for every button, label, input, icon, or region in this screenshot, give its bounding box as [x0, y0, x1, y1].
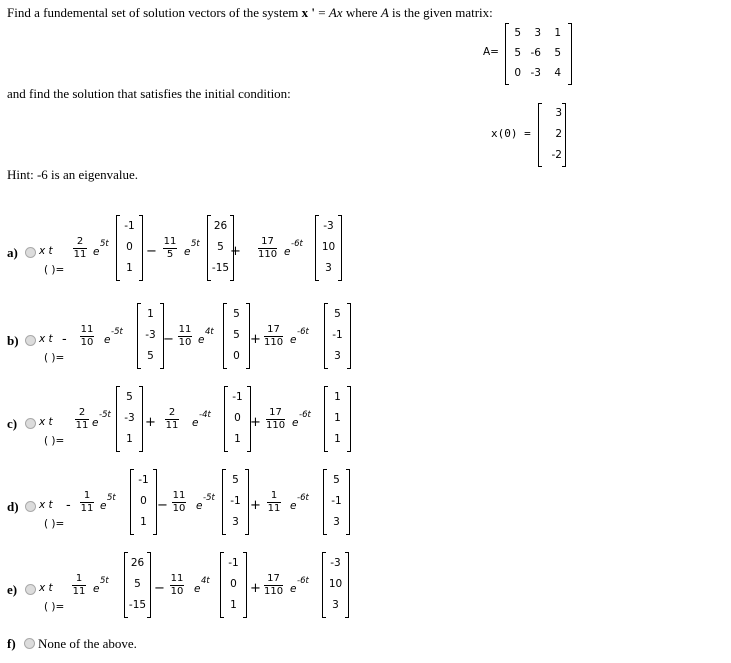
coef-numerator: 2 — [168, 407, 176, 418]
coef-denominator: 10 — [80, 337, 94, 348]
question-line — [7, 5, 493, 21]
vector-cell: 1 — [140, 516, 147, 528]
exp-power: 5t — [100, 239, 109, 249]
term-sign: + — [250, 415, 261, 430]
exp-base: e — [292, 417, 299, 429]
term-sign: − — [154, 581, 165, 596]
coef-denominator: 110 — [264, 337, 284, 348]
vector-cell: 0 — [233, 350, 240, 362]
term-sign: - — [62, 332, 67, 347]
coef-denominator: 5 — [166, 249, 174, 260]
vector-cell: -1 — [228, 557, 239, 569]
vector-cell: 3 — [232, 516, 239, 528]
vector-cell: 0 — [126, 241, 133, 253]
coef-numerator: 2 — [78, 407, 86, 418]
exp-base: e — [93, 246, 100, 258]
coef-denominator: 11 — [72, 586, 86, 597]
option-letter: b) — [7, 333, 19, 348]
matrix-cell: 3 — [534, 27, 541, 39]
exp-base: e — [184, 246, 191, 258]
exp-base: e — [198, 334, 205, 346]
option-radio[interactable] — [25, 247, 36, 258]
equals-sign: = — [315, 5, 329, 20]
exp-base: e — [290, 334, 297, 346]
exp-base: e — [104, 334, 111, 346]
exp-power: -6t — [297, 327, 309, 337]
solution-vector — [324, 386, 351, 450]
coef-denominator: 110 — [266, 420, 286, 431]
term-coefficient — [73, 237, 87, 260]
vector-cell: 0 — [230, 578, 237, 590]
option-xt: x t — [39, 582, 53, 594]
exp-power: -5t — [111, 327, 123, 337]
exp-power: 5t — [100, 576, 109, 586]
term-coefficient — [165, 408, 179, 431]
exp-power: -5t — [99, 410, 111, 420]
term-sign: + — [145, 415, 156, 430]
x-prime: x ' — [301, 5, 315, 20]
exp-base: e — [290, 583, 297, 595]
option-paren-equals: ( )= — [44, 435, 65, 447]
x0-label: x(0) = — [491, 127, 531, 140]
coef-denominator: 11 — [80, 503, 94, 514]
option-xt: x t — [39, 499, 53, 511]
option-paren-equals: ( )= — [44, 518, 65, 530]
vector-cell: -3 — [145, 329, 156, 341]
option-radio[interactable] — [25, 335, 36, 346]
vector-cell: -1 — [331, 495, 342, 507]
coef-denominator: 10 — [170, 586, 184, 597]
option-radio[interactable] — [25, 418, 36, 429]
x0-cell: 2 — [555, 128, 562, 140]
term-sign: − — [163, 332, 174, 347]
vector-cell: -1 — [332, 329, 343, 341]
vector-cell: -15 — [211, 262, 230, 274]
term-coefficient — [72, 574, 86, 597]
coef-denominator: 110 — [264, 586, 284, 597]
vector-cell: -1 — [138, 474, 149, 486]
solution-vector — [124, 552, 151, 616]
option-xt: x t — [39, 416, 53, 428]
x0-cell: -2 — [551, 149, 562, 161]
exp-power: 4t — [205, 327, 214, 337]
question-start: Find a fundemental set of solution vectors of the system — [7, 5, 302, 20]
option-radio[interactable] — [25, 501, 36, 512]
solution-vector — [224, 386, 251, 450]
vector-cell: 1 — [126, 433, 133, 445]
exp-base: e — [284, 246, 291, 258]
term-coefficient — [170, 574, 184, 597]
coef-numerator: 1 — [83, 490, 91, 501]
coef-denominator: 110 — [258, 249, 278, 260]
term-sign: - — [66, 498, 71, 513]
term-coefficient — [172, 491, 186, 514]
option-letter: d) — [7, 499, 19, 514]
matrix-a — [505, 23, 572, 85]
coef-denominator: 11 — [75, 420, 89, 431]
vector-cell: 3 — [333, 516, 340, 528]
term-coefficient — [163, 237, 177, 260]
vector-cell: 5 — [134, 578, 141, 590]
exp-base: e — [93, 583, 100, 595]
coef-numerator: 11 — [172, 490, 186, 501]
coef-denominator: 11 — [165, 420, 179, 431]
coef-numerator: 17 — [267, 573, 280, 584]
coef-numerator: 1 — [75, 573, 83, 584]
term-sign: + — [250, 498, 261, 513]
vector-cell: 1 — [230, 599, 237, 611]
vector-cell: 0 — [140, 495, 147, 507]
vector-cell: 10 — [328, 578, 343, 590]
term-sign: + — [230, 244, 241, 259]
matrix-cell: 5 — [514, 47, 521, 59]
term-sign: − — [157, 498, 168, 513]
coef-numerator: 17 — [267, 324, 280, 335]
vector-cell: 5 — [217, 241, 224, 253]
solution-vector — [222, 469, 249, 533]
coef-numerator: 17 — [269, 407, 282, 418]
exp-base: e — [290, 500, 297, 512]
solution-vector — [220, 552, 247, 616]
exp-power: 5t — [107, 493, 116, 503]
vector-cell: 1 — [334, 433, 341, 445]
vector-cell: -3 — [124, 412, 135, 424]
exp-power: -6t — [299, 410, 311, 420]
option-paren-equals: ( )= — [44, 264, 65, 276]
term-sign: + — [250, 332, 261, 347]
option-radio[interactable] — [25, 584, 36, 595]
matrix-cell: -6 — [530, 47, 541, 59]
coef-numerator: 11 — [163, 236, 177, 247]
vector-cell: -1 — [232, 391, 243, 403]
vector-cell: 5 — [233, 329, 240, 341]
option-paren-equals: ( )= — [44, 352, 65, 364]
vector-cell: -15 — [128, 599, 147, 611]
exp-power: -4t — [199, 410, 211, 420]
vector-cell: 5 — [232, 474, 239, 486]
exp-base: e — [196, 500, 203, 512]
term-coefficient — [264, 574, 283, 597]
term-coefficient — [267, 491, 281, 514]
term-sign: − — [146, 244, 157, 259]
where-word: where — [342, 5, 381, 20]
option-letter: c) — [7, 416, 18, 431]
hint-text: Hint: -6 is an eigenvalue. — [7, 167, 139, 182]
given-matrix-text: is the given matrix: — [388, 5, 493, 20]
vector-cell: 10 — [321, 241, 336, 253]
coef-denominator: 11 — [267, 503, 281, 514]
exp-base: e — [192, 417, 199, 429]
matrix-a-label: A= — [483, 46, 499, 58]
solution-vector — [323, 469, 350, 533]
vector-cell: 1 — [147, 308, 154, 320]
exp-power: 4t — [201, 576, 210, 586]
solution-vector — [130, 469, 157, 533]
coef-denominator: 10 — [178, 337, 192, 348]
coef-numerator: 17 — [261, 236, 274, 247]
solution-vector — [324, 303, 351, 367]
matrix-cell: 5 — [514, 27, 521, 39]
a-variable: A — [380, 5, 389, 20]
vector-cell: -1 — [230, 495, 241, 507]
exp-power: 5t — [191, 239, 200, 249]
option-letter: e) — [7, 582, 18, 597]
exp-base: e — [100, 500, 107, 512]
exp-power: -5t — [203, 493, 215, 503]
solution-vector — [116, 215, 143, 279]
vector-cell: 26 — [213, 220, 228, 232]
option-letter: a) — [7, 245, 18, 260]
coef-denominator: 11 — [73, 249, 87, 260]
vector-cell: 5 — [233, 308, 240, 320]
option-f-letter: f) — [7, 636, 16, 651]
vector-cell: 5 — [334, 308, 341, 320]
vector-cell: 1 — [334, 391, 341, 403]
coef-numerator: 11 — [80, 324, 94, 335]
matrix-cell: 0 — [514, 67, 521, 79]
solution-vector — [315, 215, 342, 279]
term-coefficient — [178, 325, 192, 348]
option-paren-equals: ( )= — [44, 601, 65, 613]
option-f-radio[interactable] — [24, 638, 35, 649]
option-xt: x t — [39, 333, 53, 345]
vector-cell: -3 — [323, 220, 334, 232]
coef-numerator: 1 — [270, 490, 278, 501]
vector-cell: -1 — [124, 220, 135, 232]
term-coefficient — [80, 325, 94, 348]
coef-numerator: 11 — [178, 324, 192, 335]
vector-cell: 5 — [126, 391, 133, 403]
initial-condition-text: and find the solution that satisfies the initial condition: — [7, 86, 291, 101]
term-coefficient — [264, 325, 283, 348]
x0-cell: 3 — [555, 107, 562, 119]
coef-numerator: 11 — [170, 573, 184, 584]
vector-cell: 5 — [333, 474, 340, 486]
vector-cell: 5 — [147, 350, 154, 362]
exp-power: -6t — [297, 576, 309, 586]
vector-cell: 1 — [234, 433, 241, 445]
term-coefficient — [258, 237, 277, 260]
option-xt: x t — [39, 245, 53, 257]
coef-denominator: 10 — [172, 503, 186, 514]
vector-cell: 3 — [325, 262, 332, 274]
vector-cell: 26 — [130, 557, 145, 569]
exp-base: e — [92, 417, 99, 429]
vector-cell: 1 — [334, 412, 341, 424]
coef-numerator: 2 — [76, 236, 84, 247]
term-sign: + — [250, 581, 261, 596]
term-coefficient — [75, 408, 89, 431]
vector-cell: 3 — [334, 350, 341, 362]
term-coefficient — [80, 491, 94, 514]
solution-vector — [223, 303, 250, 367]
ax-term: Ax — [328, 5, 343, 20]
solution-vector — [322, 552, 349, 616]
x0-vector — [538, 103, 566, 167]
vector-cell: 0 — [234, 412, 241, 424]
matrix-cell: 1 — [554, 27, 561, 39]
solution-vector — [116, 386, 143, 450]
exp-power: -6t — [297, 493, 309, 503]
exp-power: -6t — [291, 239, 303, 249]
exp-base: e — [194, 583, 201, 595]
solution-vector — [137, 303, 164, 367]
vector-cell: 1 — [126, 262, 133, 274]
matrix-cell: -3 — [530, 67, 541, 79]
vector-cell: -3 — [330, 557, 341, 569]
option-f-label[interactable]: None of the above. — [38, 636, 137, 651]
term-coefficient — [266, 408, 285, 431]
vector-cell: 3 — [332, 599, 339, 611]
matrix-cell: 5 — [554, 47, 561, 59]
matrix-cell: 4 — [554, 67, 561, 79]
